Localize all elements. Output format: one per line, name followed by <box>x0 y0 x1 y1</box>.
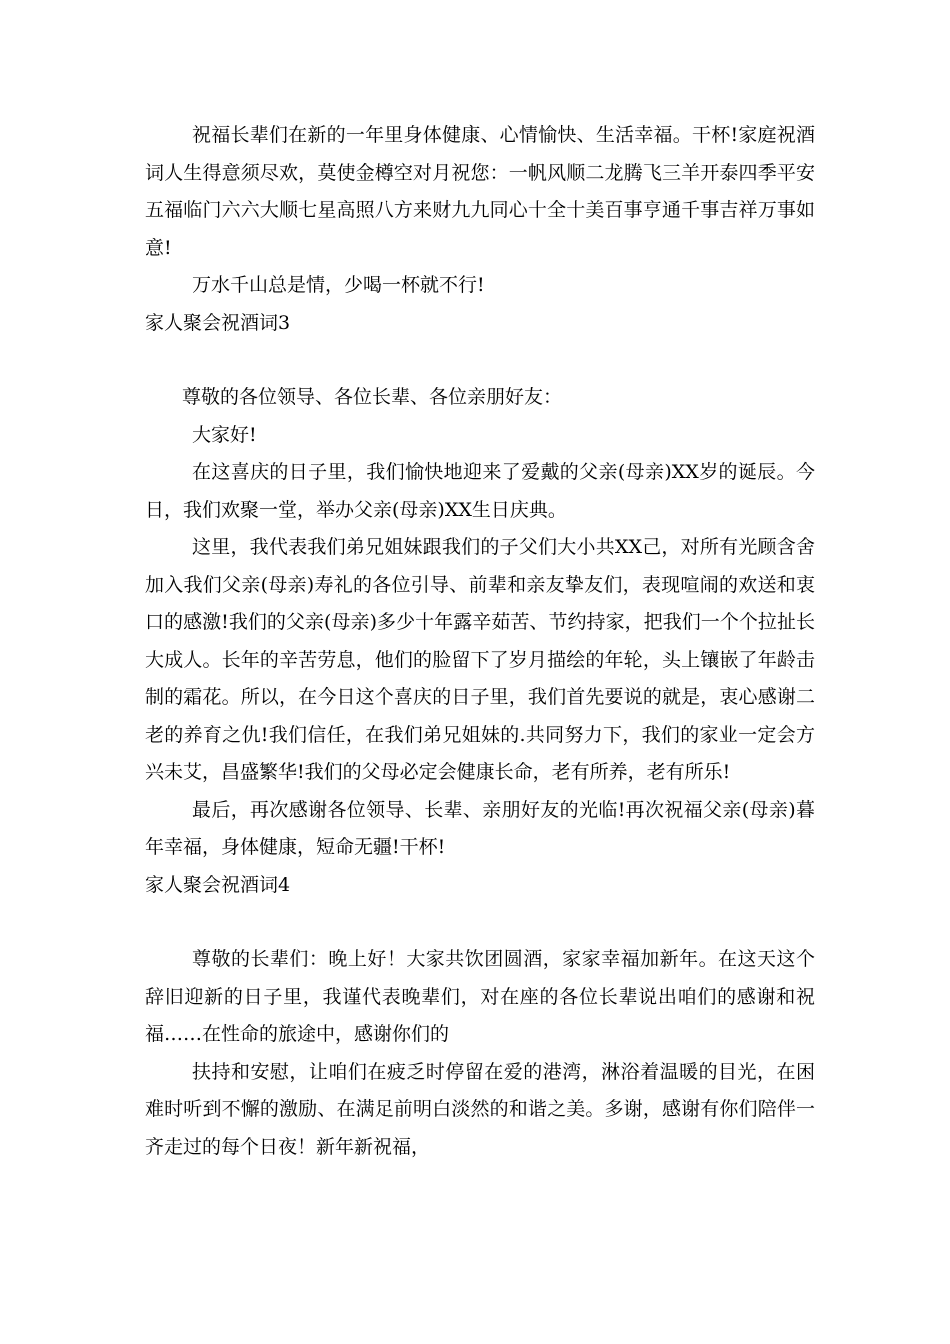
paragraph: 这里，我代表我们弟兄姐妹跟我们的子父们大小共XX己，对所有光顾含舍加入我们父亲(母亲)寿礼的各位引导、前辈和亲友挚友们，表现喧闹的欢送和衷口的感激!我们的父亲(母亲)多少十年露辛茹苦、节约持家，把我们一个个拉扯长大成人。长年的辛苦劳息，他们的脸留下了岁月描绘的年轮，头上镶嵌了年龄击制的霜花。所以，在今日这个喜庆的日子里，我们首先要说的就是，衷心感谢二老的养育之仇!我们信任，在我们弟兄姐妹的.共同努力下，我们的家业一定会方兴未艾，昌盛繁华!我们的父母必定会健康长命，老有所养，老有所乐! <box>145 536 815 783</box>
paragraph: 尊敬的长辈们：晚上好！大家共饮团圆酒，家家幸福加新年。在这天这个辞旧迎新的日子里，我谨代表晚辈们，对在座的各位长辈说出咱们的感谢和祝福……在性命的旅途中，感谢你们的 <box>145 948 815 1045</box>
section-heading: 家人聚会祝酒词4 <box>145 873 291 896</box>
greeting: 大家好! <box>192 423 257 446</box>
paragraph: 扶持和安慰，让咱们在疲乏时停留在爱的港湾，淋浴着温暖的目光，在困难时听到不懈的激励、在满足前明白淡然的和谐之美。多谢，感谢有你们陪伴一齐走过的每个日夜！新年新祝福， <box>145 1060 815 1158</box>
section-heading: 家人聚会祝酒词3 <box>145 311 291 334</box>
paragraph: 在这喜庆的日子里，我们愉快地迎来了爱戴的父亲(母亲)XX岁的诞辰。今日，我们欢聚一堂，举办父亲(母亲)XX生日庆典。 <box>145 461 815 521</box>
salutation: 尊敬的各位领导、各位长辈、各位亲朋好友： <box>182 386 563 408</box>
document-body <box>145 117 815 1166</box>
paragraph: 万水千山总是情，少喝一杯就不行! <box>192 274 485 296</box>
paragraph: 最后，再次感谢各位领导、长辈、亲朋好友的光临!再次祝福父亲(母亲)暮年幸福，身体健康，短命无疆!干杯! <box>145 798 815 858</box>
blank-line <box>145 342 815 379</box>
paragraph: 祝福长辈们在新的一年里身体健康、心情愉快、生活幸福。干杯!家庭祝酒词人生得意须尽欢，莫使金樽空对月祝您：一帆风顺二龙腾飞三羊开泰四季平安五福临门六六大顺七星高照八方来财九九同心十全十美百事亨通千事吉祥万事如意! <box>145 124 815 259</box>
blank-line <box>145 904 815 941</box>
